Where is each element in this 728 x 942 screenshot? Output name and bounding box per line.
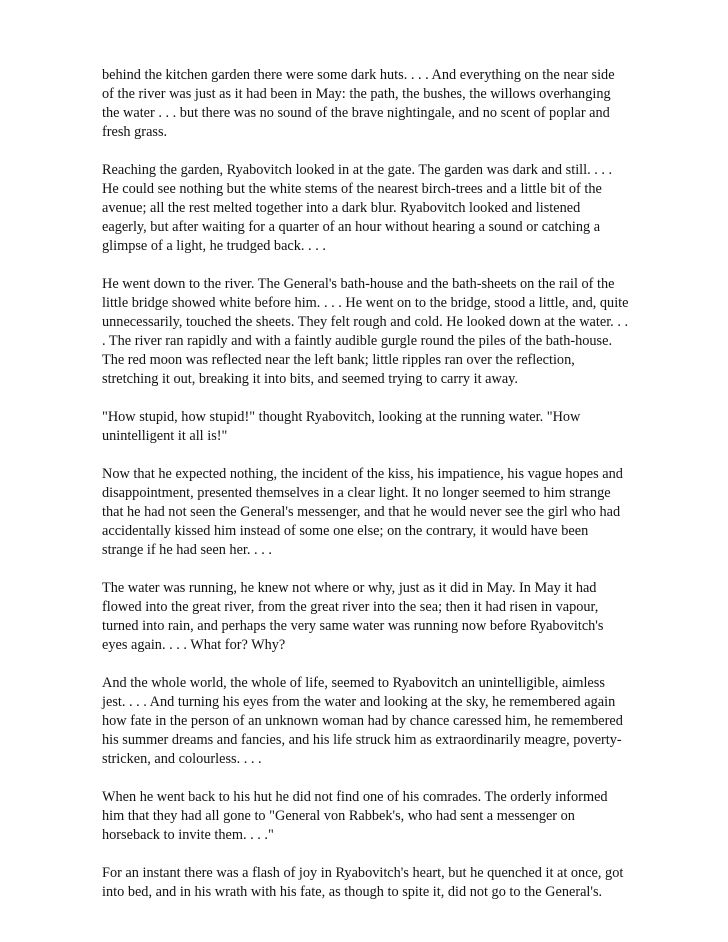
text-line: The red moon was reflected near the left bank; little ripples ran over the reflection, <box>102 352 575 368</box>
text-line: unnecessarily, touched the sheets. They felt rough and cold. He looked down at the water. . . <box>102 314 629 330</box>
text-line: stricken, and colourless. . . . <box>102 751 262 767</box>
text-line: And the whole world, the whole of life, seemed to Ryabovitch an unintelligible, aimless <box>102 675 605 691</box>
text-line: Reaching the garden, Ryabovitch looked in at the gate. The garden was dark and still. . . . <box>102 162 613 178</box>
paragraph <box>102 579 632 655</box>
text-line: little bridge showed white before him. . . . He went on to the bridge, stood a little, and, quite <box>102 295 629 311</box>
text-line: his summer dreams and fancies, and his life struck him as extraordinarily meagre, poverty- <box>102 732 622 748</box>
paragraph <box>102 66 632 142</box>
text-line: disappointment, presented themselves in a clear light. It no longer seemed to him strange <box>102 485 611 501</box>
text-line: jest. . . . And turning his eyes from the water and looking at the sky, he remembered again <box>102 694 616 710</box>
text-line: . The river ran rapidly and with a faintly audible gurgle round the piles of the bath-house. <box>102 333 613 349</box>
text-line: When he went back to his hut he did not find one of his comrades. The orderly informed <box>102 789 608 805</box>
paragraph <box>102 788 632 845</box>
text-line: into bed, and in his wrath with his fate, as though to spite it, did not go to the General's. <box>102 884 603 900</box>
text-line: stretching it out, breaking it into bits, and seemed trying to carry it away. <box>102 371 518 387</box>
text-line: He went down to the river. The General's bath-house and the bath-sheets on the rail of the <box>102 276 615 292</box>
text-line: unintelligent it all is!" <box>102 428 228 444</box>
paragraph <box>102 161 632 256</box>
text-line: horseback to invite them. . . ." <box>102 827 274 843</box>
text-line: him that they had all gone to "General von Rabbek's, who had sent a messenger on <box>102 808 575 824</box>
text-line: the water . . . but there was no sound of the brave nightingale, and no scent of poplar and <box>102 105 610 121</box>
text-line: eyes again. . . . What for? Why? <box>102 637 286 653</box>
text-line: fresh grass. <box>102 124 168 140</box>
text-line: behind the kitchen garden there were some dark huts. . . . And everything on the near side <box>102 67 615 83</box>
paragraph <box>102 408 632 446</box>
text-line: that he had not seen the General's messenger, and that he would never see the girl who had <box>102 504 621 520</box>
text-line: glimpse of a light, he trudged back. . . . <box>102 238 326 254</box>
text-line: For an instant there was a flash of joy in Ryabovitch's heart, but he quenched it at once, got <box>102 865 624 881</box>
paragraph <box>102 275 632 389</box>
text-line: of the river was just as it had been in May: the path, the bushes, the willows overhanging <box>102 86 611 102</box>
text-line: "How stupid, how stupid!" thought Ryabovitch, looking at the running water. "How <box>102 409 581 425</box>
text-line: avenue; all the rest melted together into a dark blur. Ryabovitch looked and listened <box>102 200 581 216</box>
document-body <box>102 66 632 921</box>
text-line: The water was running, he knew not where or why, just as it did in May. In May it had <box>102 580 597 596</box>
paragraph <box>102 465 632 560</box>
text-line: strange if he had seen her. . . . <box>102 542 272 558</box>
text-line: eagerly, but after waiting for a quarter of an hour without hearing a sound or catching a <box>102 219 601 235</box>
text-line: turned into rain, and perhaps the very same water was running now before Ryabovitch's <box>102 618 604 634</box>
text-line: accidentally kissed him instead of some one else; on the contrary, it would have been <box>102 523 589 539</box>
paragraph <box>102 864 632 902</box>
text-line: flowed into the great river, from the great river into the sea; then it had risen in vapour, <box>102 599 599 615</box>
text-line: Now that he expected nothing, the incident of the kiss, his impatience, his vague hopes and <box>102 466 623 482</box>
text-line: how fate in the person of an unknown woman had by chance caressed him, he remembered <box>102 713 623 729</box>
text-line: He could see nothing but the white stems of the nearest birch-trees and a little bit of the <box>102 181 602 197</box>
paragraph <box>102 674 632 769</box>
